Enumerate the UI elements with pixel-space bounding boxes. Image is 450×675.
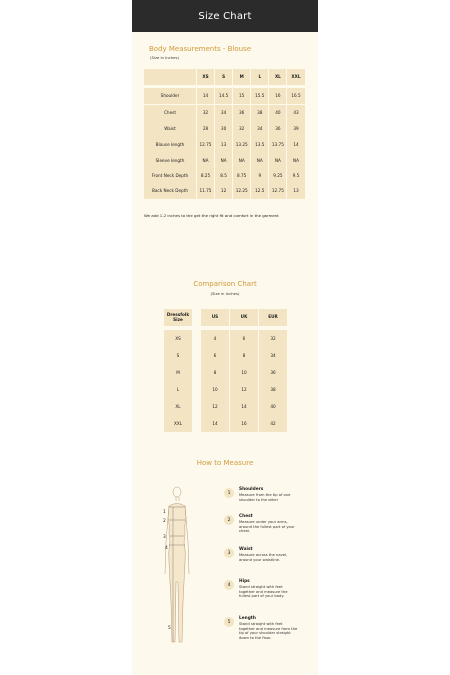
- table-cell: 39: [287, 121, 304, 137]
- table-cell: 36: [259, 364, 287, 381]
- table-cell: 13: [287, 183, 304, 199]
- table-cell: XXL: [164, 415, 192, 432]
- table-cell: 16.5: [287, 88, 304, 104]
- table-cell: 9.25: [269, 168, 286, 184]
- row-label: Front Neck Depth: [144, 168, 196, 184]
- table-cell: 10: [201, 381, 229, 398]
- table-cell: 8.5: [215, 168, 232, 184]
- table-cell: 34: [259, 347, 287, 364]
- table-cell: 43: [287, 105, 304, 121]
- table-cell: 16: [269, 88, 286, 104]
- step-title: Hips: [239, 579, 250, 584]
- table-cell: NA: [197, 153, 214, 169]
- table-cell: 14: [201, 415, 229, 432]
- table-cell: 9: [251, 168, 268, 184]
- table-cell: 6: [230, 330, 258, 347]
- table-cell: 8.75: [233, 168, 250, 184]
- figure-label: 5: [168, 626, 171, 631]
- step-title: Length: [239, 616, 256, 621]
- table-cell: 8: [201, 364, 229, 381]
- table-cell: NA: [287, 153, 304, 169]
- table-cell: 32: [197, 105, 214, 121]
- size-chart-page: [132, 0, 318, 675]
- table-cell: NA: [233, 153, 250, 169]
- step-description: Stand straight with feet together and measure the fullest part of your body.: [239, 585, 288, 599]
- table-cell: NA: [251, 153, 268, 169]
- step-description: Stand straight with feet together and measure from the tip of your shoulder straight down to the floor.: [239, 622, 298, 640]
- step-number-badge: 4: [224, 580, 234, 590]
- step-number-badge: 5: [224, 617, 234, 627]
- page-title: Size Chart: [198, 11, 252, 22]
- row-label: Sleeve length: [144, 153, 196, 169]
- table-cell: S: [164, 347, 192, 364]
- step-title: Chest: [239, 514, 253, 519]
- table-cell: L: [164, 381, 192, 398]
- table-cell: 30: [215, 121, 232, 137]
- table-cell: NA: [269, 153, 286, 169]
- column-header: UK: [230, 309, 258, 326]
- table-cell: 15: [233, 88, 250, 104]
- table-cell: 14: [287, 137, 304, 153]
- step-number-badge: 1: [224, 488, 234, 498]
- table-cell: 12: [215, 183, 232, 199]
- table-cell: 38: [251, 105, 268, 121]
- table-cell: 12.75: [269, 183, 286, 199]
- step-description: Measure across the navel, around your waistline.: [239, 553, 288, 562]
- figure-label: 1: [163, 510, 166, 515]
- step-description: Measure under your arms, around the fullest part of your chest.: [239, 520, 295, 534]
- body-measurements-title: Body Measurements - Blouse: [149, 45, 251, 53]
- table-cell: 12.75: [197, 137, 214, 153]
- row-label: Back Neck Depth: [144, 183, 196, 199]
- table-cell: 15.5: [251, 88, 268, 104]
- step-number-badge: 2: [224, 515, 234, 525]
- fit-note: We add 1-2 inches to the get the right fit and comfort in the garment: [144, 213, 279, 218]
- row-label: Shoulder: [144, 88, 196, 104]
- table-cell: 36: [233, 105, 250, 121]
- column-header: XS: [197, 69, 214, 85]
- table-cell: 40: [269, 105, 286, 121]
- figure-label: 2: [163, 519, 166, 524]
- how-to-measure-title: How to Measure: [196, 459, 254, 467]
- table-cell: 6: [201, 347, 229, 364]
- table-cell: 40: [259, 398, 287, 415]
- comparison-subtitle: (Size in Inches): [210, 291, 240, 296]
- table-cell: 34: [215, 105, 232, 121]
- table-cell: 8: [230, 347, 258, 364]
- mannequin-figure-icon: [160, 482, 190, 652]
- step-number-badge: 3: [224, 548, 234, 558]
- table-cell: 12: [230, 381, 258, 398]
- table-cell: 4: [201, 330, 229, 347]
- table-cell: 12.25: [233, 183, 250, 199]
- column-header: US: [201, 309, 229, 326]
- column-header: L: [251, 69, 268, 85]
- column-header: M: [233, 69, 250, 85]
- body-measurements-subtitle: (Size in Inches): [150, 55, 179, 60]
- table-cell: 13.5: [251, 137, 268, 153]
- table-cell: 16: [230, 415, 258, 432]
- table-cell: 8.25: [197, 168, 214, 184]
- table-cell: 34: [251, 121, 268, 137]
- step-description: Measure from the tip of one shoulder to the other: [239, 493, 291, 502]
- table-cell: M: [164, 364, 192, 381]
- table-cell: 36: [269, 121, 286, 137]
- table-cell: 32: [259, 330, 287, 347]
- table-cell: 13.25: [233, 137, 250, 153]
- row-label: Blouse length: [144, 137, 196, 153]
- figure-label: 4: [165, 546, 168, 551]
- step-title: Shoulders: [239, 487, 264, 492]
- table-cell: 12.5: [251, 183, 268, 199]
- table-cell: 42: [259, 415, 287, 432]
- table-cell: 11.75: [197, 183, 214, 199]
- table-cell: XS: [164, 330, 192, 347]
- table-cell: 13.75: [269, 137, 286, 153]
- table-cell: 10: [230, 364, 258, 381]
- comparison-title: Comparison Chart: [193, 280, 257, 288]
- table-cell: 13: [215, 137, 232, 153]
- table-header-blank: [144, 69, 196, 85]
- table-cell: XL: [164, 398, 192, 415]
- table-cell: 12: [201, 398, 229, 415]
- table-cell: 14.5: [215, 88, 232, 104]
- table-cell: 9.5: [287, 168, 304, 184]
- table-cell: 14: [230, 398, 258, 415]
- table-cell: 28: [197, 121, 214, 137]
- column-header: Dressfolk Size: [164, 309, 192, 326]
- figure-label: 3: [163, 535, 166, 540]
- column-header: XXL: [287, 69, 304, 85]
- column-header: S: [215, 69, 232, 85]
- table-cell: 32: [233, 121, 250, 137]
- row-label: Chest: [144, 105, 196, 121]
- step-title: Waist: [239, 547, 253, 552]
- page-header: [132, 0, 318, 32]
- table-cell: 38: [259, 381, 287, 398]
- table-cell: NA: [215, 153, 232, 169]
- table-cell: 14: [197, 88, 214, 104]
- column-header: XL: [269, 69, 286, 85]
- row-label: Waist: [144, 121, 196, 137]
- column-header: EUR: [259, 309, 287, 326]
